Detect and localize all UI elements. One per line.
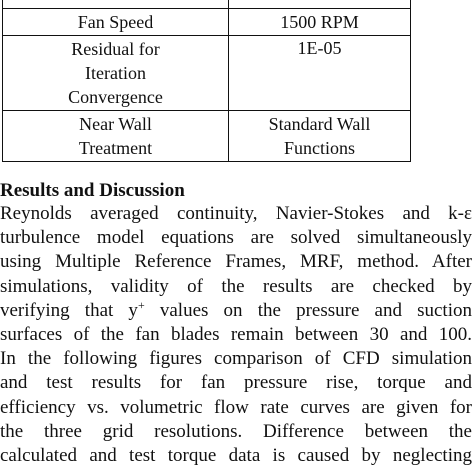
cell-line: Near Wall (79, 114, 152, 134)
simulation-parameters-table (2, 0, 411, 162)
body-paragraph (0, 202, 472, 468)
text-segment: verifying that y (0, 299, 138, 321)
cell-line: Standard Wall (268, 114, 371, 134)
section-heading: Results and Discussion (0, 180, 185, 201)
text-line: the three grid resolutions. Difference between the (0, 420, 472, 442)
cell-line: Functions (283, 138, 355, 158)
cell-line: Residual for (71, 39, 160, 59)
table-row (3, 0, 411, 9)
table-row (3, 36, 411, 111)
text-line: and test results for fan pressure rise, torque and (0, 372, 472, 394)
table-cell-value: 1500 RPM (229, 9, 411, 36)
cell-line: 1E-05 (297, 38, 342, 58)
table-cell-value (229, 111, 411, 162)
table-cell-value (229, 36, 411, 111)
table-cell-value (229, 0, 411, 9)
text-line: In the following figures comparison of CFD simulation (0, 348, 472, 370)
cell-line: Convergence (68, 87, 163, 107)
table-cell-param: Fan Speed (3, 9, 229, 36)
text-line: surfaces of the fan blades remain between 30 and 100. (0, 324, 472, 346)
text-line: efficiency vs. volumetric flow rate curves are given for (0, 396, 472, 418)
superscript: + (137, 298, 145, 312)
cell-line: Treatment (78, 138, 153, 158)
text-line: Reynolds averaged continuity, Navier-Stokes and k-ε (0, 203, 472, 224)
text-line: turbulence model equations are solved simultaneously (0, 227, 472, 249)
text-line: simulations, validity of the results are checked by (0, 275, 472, 297)
text-segment: values on the pressure and suction (144, 299, 472, 321)
text-line: using Multiple Reference Frames, MRF, method. After (0, 251, 472, 273)
table-row (3, 111, 411, 162)
table-cell-param (3, 36, 229, 111)
cell-line: Iteration (85, 63, 146, 83)
text-line (0, 299, 472, 323)
table-row (3, 9, 411, 36)
table-cell-param (3, 0, 229, 9)
table-cell-param (3, 111, 229, 162)
text-line: calculated and test torque data is caused by neglecting (0, 445, 472, 467)
